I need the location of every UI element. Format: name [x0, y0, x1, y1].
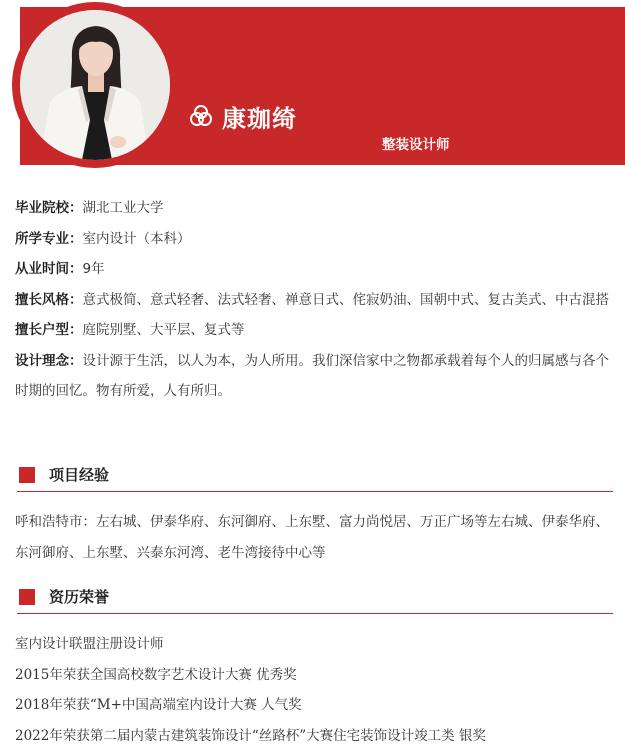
award-item: 2022年荣获第二届内蒙古建筑装饰设计“丝路杯”大赛住宅装饰设计竣工类 银奖: [15, 721, 615, 751]
info-list: [15, 193, 615, 407]
concept-value: 设计源于生活，以人为本，为人所用。我们深信家中之物都承载着每个人的归属感与各个时期的回忆。物有所爱，人有所归。: [15, 353, 609, 400]
award-item: 室内设计联盟注册设计师: [15, 629, 615, 660]
major-label: 所学专业：: [15, 231, 83, 247]
three-circle-logo-icon: [188, 103, 214, 129]
concept-label: 设计理念：: [15, 353, 83, 369]
house-label: 擅长户型：: [15, 322, 83, 338]
house-value: 庭院别墅、大平层、复式等: [83, 322, 245, 338]
section-projects-title: 项目经验: [49, 465, 109, 485]
red-square-icon: [19, 589, 35, 605]
award-item: 2015年荣获全国高校数字艺术设计大赛 优秀奖: [15, 660, 615, 691]
awards-list: [15, 629, 615, 751]
info-row-major: [15, 224, 615, 255]
section-awards-title: 资历荣誉: [49, 587, 109, 607]
section-awards-header: [17, 587, 613, 614]
major-value: 室内设计（本科）: [83, 231, 191, 247]
red-square-icon: [19, 467, 35, 483]
years-value: 9年: [83, 261, 105, 277]
info-row-school: [15, 193, 615, 224]
school-label: 毕业院校：: [15, 200, 83, 216]
years-label: 从业时间：: [15, 261, 83, 277]
info-row-house: [15, 315, 615, 346]
section-projects-header: [17, 465, 613, 492]
style-value: 意式极简、意式轻奢、法式轻奢、禅意日式、侘寂奶油、国朝中式、复古美式、中古混搭: [83, 292, 610, 308]
name-group: [188, 96, 297, 136]
school-value: 湖北工业大学: [83, 200, 164, 216]
avatar-portrait-icon: [20, 10, 170, 160]
info-row-years: [15, 254, 615, 285]
designer-name: 康珈绮: [222, 99, 297, 134]
profile-header: [0, 0, 625, 168]
info-row-concept: [15, 346, 615, 407]
award-item: 2018年荣获“M+中国高端室内设计大赛 人气奖: [15, 690, 615, 721]
style-label: 擅长风格：: [15, 292, 83, 308]
designer-role: 整装设计师: [382, 133, 450, 153]
projects-text: 呼和浩特市：左右城、伊泰华府、东河御府、上东墅、富力尚悦居、万正广场等左右城、伊泰华府、东河御府、上东墅、兴泰东河湾、老牛湾接待中心等: [15, 507, 615, 568]
info-row-style: [15, 285, 615, 316]
avatar: [20, 10, 170, 160]
